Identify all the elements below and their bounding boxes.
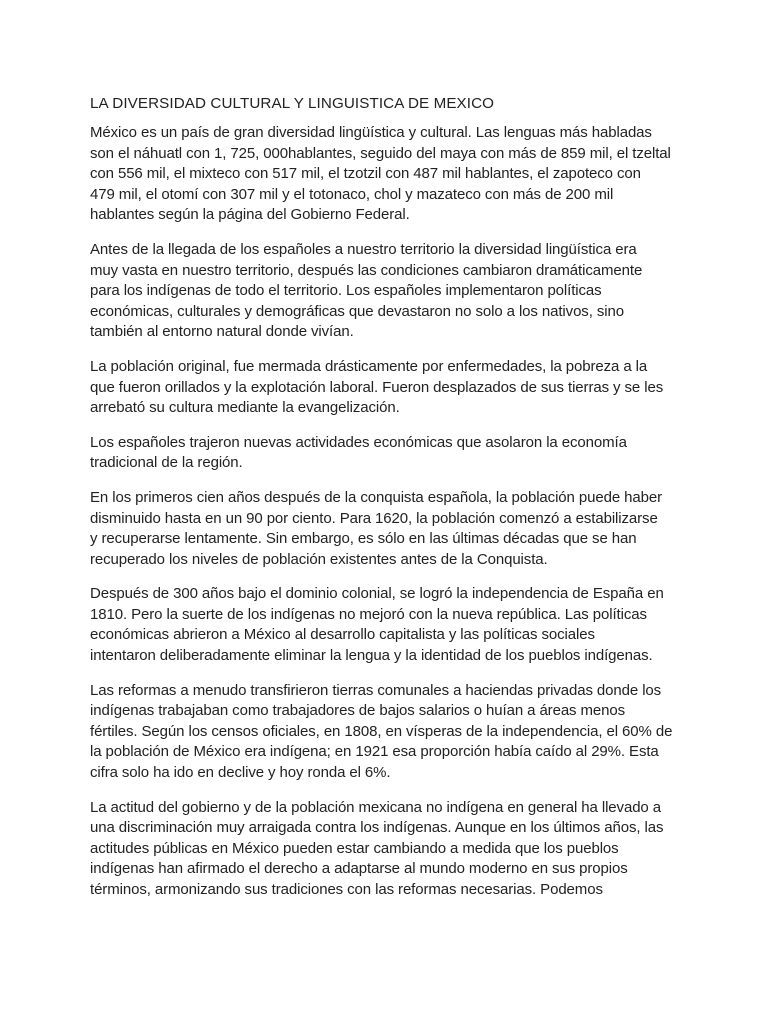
paragraph-line: indígenas han afirmado el derecho a adaptarse al mundo moderno en sus propios <box>90 860 628 878</box>
paragraph <box>90 681 690 784</box>
paragraph-line: una discriminación muy arraigada contra los indígenas. Aunque en los últimos años, las <box>90 819 664 837</box>
paragraph-line: arrebató su cultura mediante la evangelización. <box>90 399 400 417</box>
paragraph <box>90 357 690 419</box>
paragraph-line: y recuperarse lentamente. Sin embargo, es sólo en las últimas décadas que se han <box>90 530 637 548</box>
paragraph <box>90 584 690 666</box>
paragraph-line: intentaron deliberadamente eliminar la lengua y la identidad de los pueblos indígenas. <box>90 647 653 665</box>
paragraph-line: recuperado los niveles de población existentes antes de la Conquista. <box>90 550 548 568</box>
paragraph-line: Las reformas a menudo transfirieron tierras comunales a haciendas privadas donde los <box>90 681 662 699</box>
paragraph-line: la población de México era indígena; en 1921 esa proporción había caído al 29%. Esta <box>90 743 659 761</box>
paragraph-line: Antes de la llegada de los españoles a nuestro territorio la diversidad lingüística era <box>90 240 637 258</box>
paragraph-line: 1810. Pero la suerte de los indígenas no mejoró con la nueva república. Las políticas <box>90 605 647 623</box>
paragraph-list <box>90 123 690 901</box>
paragraph-line: tradicional de la región. <box>90 454 243 472</box>
document-body <box>90 93 690 915</box>
paragraph <box>90 240 690 343</box>
paragraph <box>90 488 690 570</box>
paragraph-line: La actitud del gobierno y de la población mexicana no indígena en general ha llevado a <box>90 798 661 816</box>
paragraph-line: disminuido hasta en un 90 por ciento. Para 1620, la población comenzó a estabilizarse <box>90 509 658 527</box>
paragraph <box>90 433 690 474</box>
paragraph-line: muy vasta en nuestro territorio, después las condiciones cambiaron dramáticamente <box>90 261 643 279</box>
paragraph-line: que fueron orillados y la explotación laboral. Fueron desplazados de sus tierras y se les <box>90 378 664 396</box>
paragraph-line: La población original, fue mermada drásticamente por enfermedades, la pobreza a la <box>90 357 648 375</box>
paragraph <box>90 123 690 226</box>
paragraph-line: indígenas trabajaban como trabajadores de bajos salarios o huían a áreas menos <box>90 702 626 720</box>
paragraph-line: hablantes según la página del Gobierno Federal. <box>90 206 410 224</box>
paragraph-line: fértiles. Según los censos oficiales, en 1808, en vísperas de la independencia, el 60% de <box>90 722 673 740</box>
paragraph-line: En los primeros cien años después de la conquista española, la población puede haber <box>90 488 662 506</box>
paragraph-line: 479 mil, el otomí con 307 mil y el totonaco, chol y mazateco con más de 200 mil <box>90 185 614 203</box>
paragraph-line: cifra solo ha ido en declive y hoy ronda el 6%. <box>90 764 391 782</box>
paragraph-line: para los indígenas de todo el territorio. Los españoles implementaron políticas <box>90 282 602 300</box>
paragraph-line: con 556 mil, el mixteco con 517 mil, el tzotzil con 487 mil hablantes, el zapoteco con <box>90 165 641 183</box>
document-title: LA DIVERSIDAD CULTURAL Y LINGUISTICA DE MEXICO <box>90 95 495 112</box>
paragraph-line: México es un país de gran diversidad lingüística y cultural. Las lenguas más habladas <box>90 124 652 141</box>
paragraph-line: económicas, culturales y demográficas que devastaron no solo a los nativos, sino <box>90 302 624 320</box>
paragraph-line: Después de 300 años bajo el dominio colonial, se logró la independencia de España en <box>90 585 664 603</box>
paragraph-line: términos, armonizando sus tradiciones con las reformas necesarias. Podemos <box>90 881 603 898</box>
paragraph-line: son el náhuatl con 1, 725, 000hablantes, seguido del maya con más de 859 mil, el tzeltal <box>90 144 671 162</box>
paragraph-line: también al entorno natural donde vivían. <box>90 323 354 341</box>
paragraph-line: económicas abrieron a México al desarrollo capitalista y las políticas sociales <box>90 626 595 644</box>
paragraph-line: actitudes públicas en México pueden estar cambiando a medida que los pueblos <box>90 839 619 857</box>
paragraph <box>90 798 690 901</box>
paragraph-line: Los españoles trajeron nuevas actividades económicas que asolaron la economía <box>90 433 627 451</box>
